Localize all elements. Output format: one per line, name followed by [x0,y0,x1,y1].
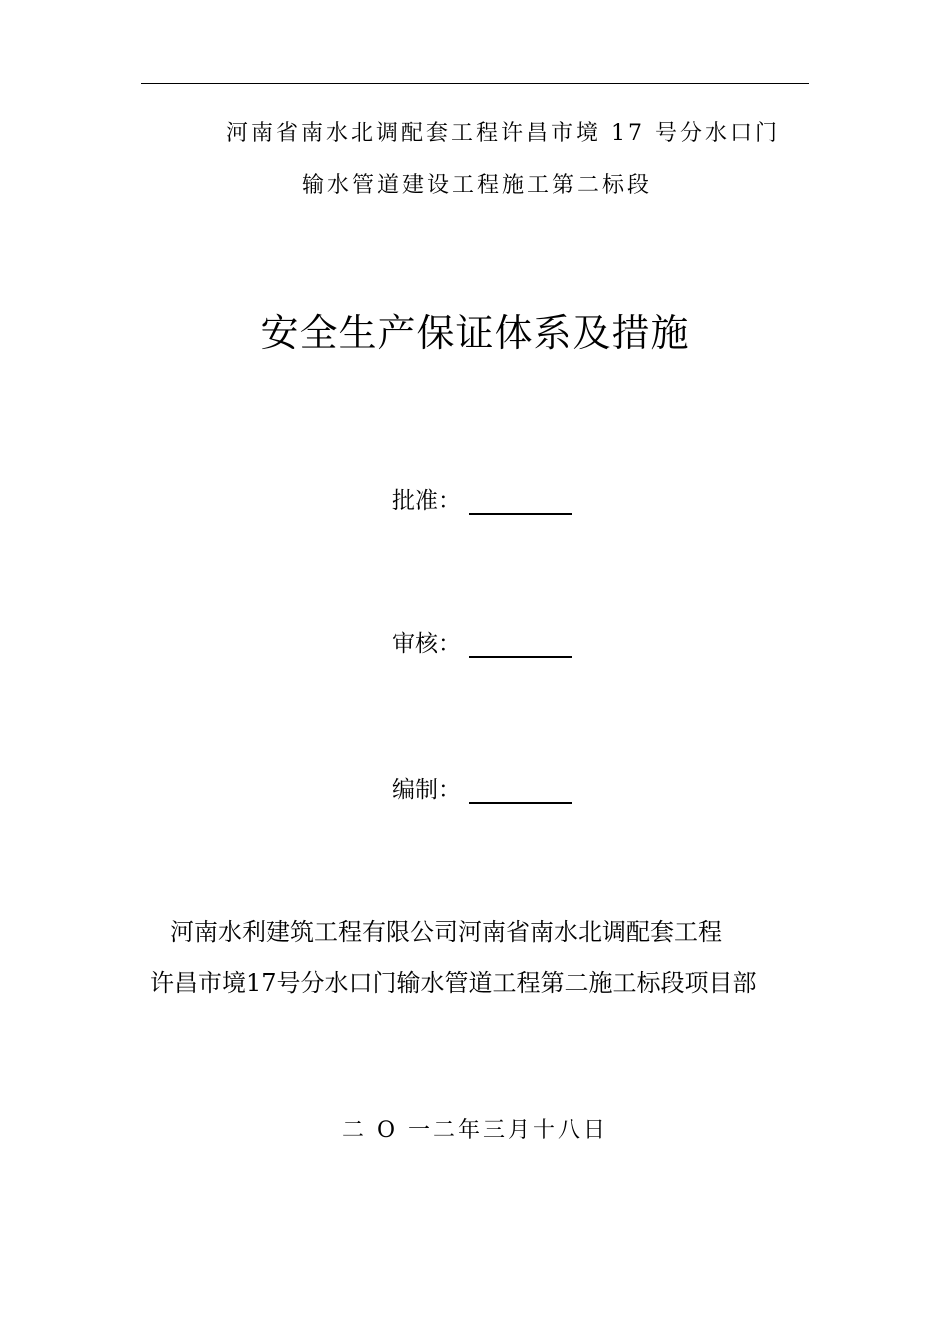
header-rule [141,83,809,84]
review-label: 审核： [392,631,461,657]
review-signature-blank [469,634,572,658]
compile-signature-blank [469,780,572,804]
approve-label: 批准： [392,488,461,514]
organization-line-2: 许昌市境17号分水口门输水管道工程第二施工标段项目部 [150,969,757,997]
compile-row [392,771,572,804]
project-name-line-1: 河南省南水北调配套工程许昌市境 17 号分水口门 [226,121,780,146]
approve-signature-blank [469,491,572,515]
document-date: 二 O 一二年三月十八日 [341,1118,609,1143]
document-title: 安全生产保证体系及措施 [260,311,690,355]
organization-line-1: 河南水利建筑工程有限公司河南省南水北调配套工程 [170,918,722,946]
approve-row [392,482,572,515]
review-row [392,625,572,658]
compile-label: 编制： [392,777,461,803]
project-name-line-2: 输水管道建设工程施工第二标段 [302,173,653,198]
